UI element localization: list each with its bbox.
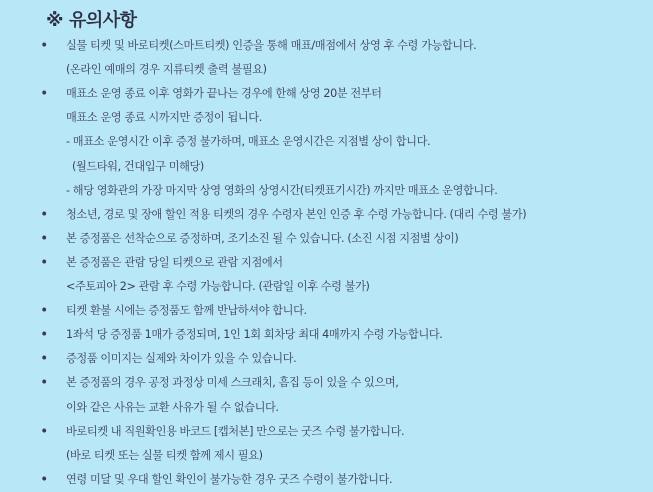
bullet-icon: • <box>40 328 48 342</box>
list-item-text: 1좌석 당 증정품 1매가 증정되며, 1인 1회 회차당 최대 4매까지 수령 가능합니다. <box>66 328 443 342</box>
bullet-icon: • <box>40 424 48 438</box>
bullet-icon: • <box>40 39 48 52</box>
list-item-text: 본 증정품은 선착순으로 증정하며, 조기소진 될 수 있습니다. (소진 시점 지점별 상이) <box>66 231 459 245</box>
list-item-text: 이와 같은 사유는 교환 사유가 될 수 없습니다. <box>66 400 279 414</box>
notice-title <box>46 9 137 33</box>
bullet-icon: • <box>40 207 48 221</box>
bullet-icon: • <box>40 231 48 245</box>
bullet-icon: • <box>40 376 48 390</box>
list-item-text: 본 증정품은 관람 당일 티켓으로 관람 지점에서 <box>66 255 283 269</box>
list-item-text: - 해당 영화관의 가장 마지막 상영 영화의 상영시간(티켓표기시간) 까지만 매표소 운영합니다. <box>66 183 498 197</box>
list-item-text: 바로티켓 내 직원확인용 바코드 [캡처본] 만으로는 굿즈 수령 불가합니다. <box>66 424 405 438</box>
bullet-icon: • <box>40 304 48 318</box>
bullet-icon: • <box>40 255 48 269</box>
bullet-icon: • <box>40 352 48 366</box>
list-item-text: 매표소 운영 종료 시까지만 증정이 됩니다. <box>66 111 262 125</box>
reference-mark-icon: ※ <box>46 10 63 31</box>
list-item-text: (바로 티켓 또는 실물 티켓 함께 제시 필요) <box>66 448 263 462</box>
list-item-text: (월드타워, 건대입구 미해당) <box>72 159 204 173</box>
list-item-text: 본 증정품의 경우 공정 과정상 미세 스크래치, 흠집 등이 있을 수 있으며, <box>66 376 399 390</box>
list-item-text: 실물 티켓 및 바로티켓(스마트티켓) 인증을 통해 매표/매점에서 상영 후 수령 가능합니다. <box>66 39 477 52</box>
list-item-text: 매표소 운영 종료 이후 영화가 끝나는 경우에 한해 상영 20분 전부터 <box>66 87 382 101</box>
list-item-text: 티켓 환불 시에는 증정품도 함께 반납하셔야 합니다. <box>66 304 307 318</box>
list-item-text: 연령 미달 및 우대 할인 확인이 불가능한 경우 굿즈 수령이 불가합니다. <box>66 472 393 486</box>
bullet-icon: • <box>40 87 48 101</box>
bullet-icon: • <box>40 472 48 486</box>
list-item-text: <주토피아 2> 관람 후 수령 가능합니다. (관람일 이후 수령 불가) <box>66 280 370 293</box>
list-item-text: (온라인 예매의 경우 지류티켓 출력 불필요) <box>66 63 267 77</box>
notice-title-text: 유의사항 <box>69 10 137 31</box>
list-item-text: 청소년, 경로 및 장애 할인 적용 티켓의 경우 수령자 본인 인증 후 수령 가능합니다. (대리 수령 불가) <box>66 207 527 221</box>
list-item-text: 증정품 이미지는 실제와 차이가 있을 수 있습니다. <box>66 352 297 366</box>
list-item-text: - 매표소 운영시간 이후 증정 불가하며, 매표소 운영시간은 지점별 상이 합니다. <box>66 135 431 149</box>
